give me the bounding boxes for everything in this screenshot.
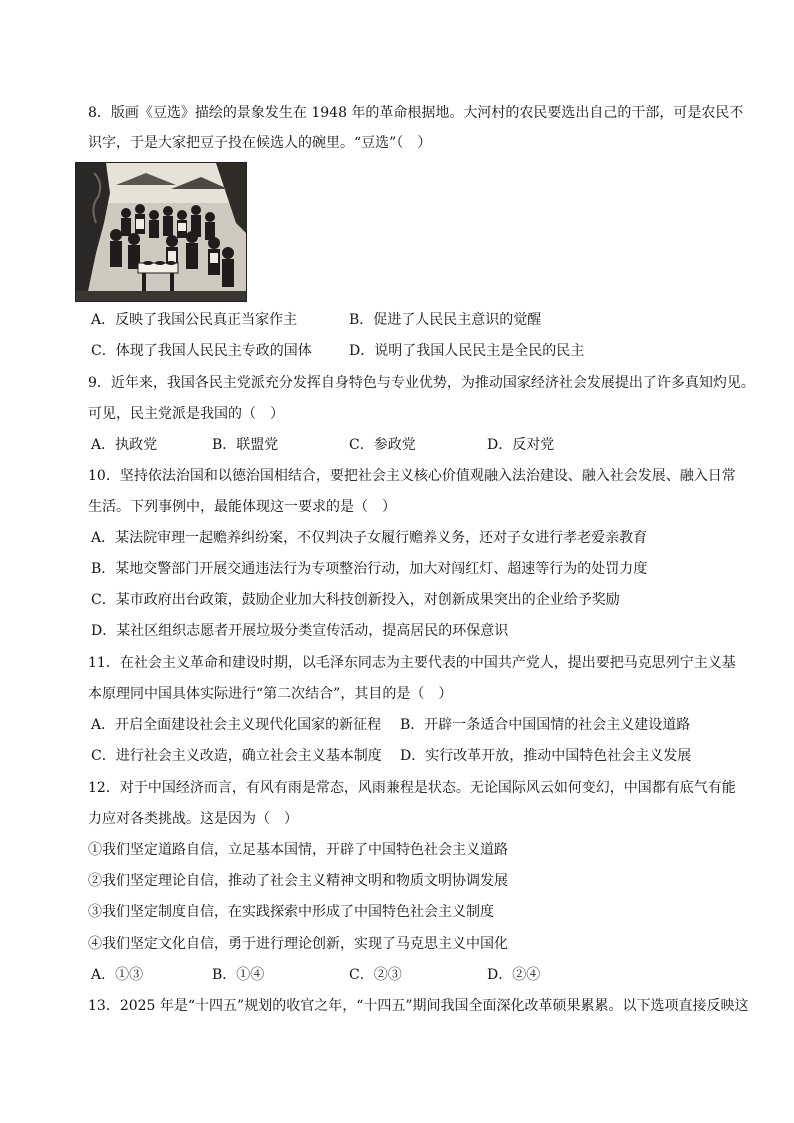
q11-option-a: A．开启全面建设社会主义现代化国家的新征程 [91,717,382,733]
q8-stem-line1: 8．版画《豆选》描绘的景象发生在 1948 年的革命根据地。大河村的农民要选出自己的干部，可是农民不 [88,105,744,121]
q11-option-d: D．实行改革开放，推动中国特色社会主义发展 [400,748,692,764]
q10-stem-line1: 10．坚持依法治国和以德治国相结合，要把社会主义核心价值观融入法治建设、融入社会发展、融入日常 [88,468,736,484]
q8-stem-line2: 识字，于是大家把豆子投在候选人的碗里。“豆选”（ ） [88,135,432,151]
q10-option-a: A．某法院审理一起赡养纠纷案，不仅判决子女履行赡养义务，还对子女进行孝老爱亲教育 [91,530,648,546]
q10-option-d: D．某社区组织志愿者开展垃圾分类宣传活动，提高居民的环保意识 [91,623,509,639]
q12-option-c: C．②③ [349,967,402,983]
q10-stem-line2: 生活。下列事例中，最能体现这一要求的是（ ） [88,499,396,515]
q12-option-b: B．①④ [212,967,265,983]
q11-stem-line2: 本原理同中国具体实际进行“第二次结合”，其目的是（ ） [88,686,453,702]
q11-option-c: C．进行社会主义改造，确立社会主义基本制度 [91,748,382,764]
q9-option-c: C．参政党 [349,437,416,453]
q12-stem-line2: 力应对各类挑战。这是因为（ ） [88,811,298,827]
q11-option-b: B．开辟一条适合中国国情的社会主义建设道路 [400,717,691,733]
q11-stem-line1: 11．在社会主义革命和建设时期，以毛泽东同志为主要代表的中国共产党人，提出要把马克思列宁主义基 [88,655,736,671]
q8-option-a: A．反映了我国公民真正当家作主 [91,312,298,328]
q8-option-c: C．体现了我国人民民主专政的国体 [91,343,312,359]
q9-stem-line1: 9．近年来，我国各民主党派充分发挥自身特色与专业优势，为推动国家经济社会发展提出了许多真知灼见。 [88,375,755,391]
q13-stem-line1: 13．2025 年是“十四五”规划的收官之年，“十四五”期间我国全面深化改革硕果累累。以下选项直接反映这 [88,998,749,1014]
q8-option-d: D．说明了我国人民民主是全民的民主 [349,343,585,359]
q12-option-a: A．①③ [91,967,144,983]
q10-option-c: C．某市政府出台政策，鼓励企业加大科技创新投入，对创新成果突出的企业给予奖励 [91,592,620,608]
q12-statement-2: ②我们坚定理论自信，推动了社会主义精神文明和物质文明协调发展 [88,873,508,889]
q8-option-b: B．促进了人民民主意识的觉醒 [349,312,542,328]
q9-option-d: D．反对党 [487,437,555,453]
q9-option-a: A．执政党 [91,437,158,453]
woodcut-print-image [75,162,247,302]
q12-statement-1: ①我们坚定道路自信，立足基本国情，开辟了中国特色社会主义道路 [88,842,508,858]
q12-statement-4: ④我们坚定文化自信，勇于进行理论创新，实现了马克思主义中国化 [88,936,508,952]
q9-option-b: B．联盟党 [212,437,279,453]
q9-stem-line2: 可见，民主党派是我国的（ ） [88,406,284,422]
q12-stem-line1: 12．对于中国经济而言，有风有雨是常态，风雨兼程是状态。无论国际风云如何变幻，中国都有底气有能 [88,780,736,796]
q12-statement-3: ③我们坚定制度自信，在实践探索中形成了中国特色社会主义制度 [88,904,494,920]
q10-option-b: B．某地交警部门开展交通违法行为专项整治行动，加大对闯红灯、超速等行为的处罚力度 [91,561,648,577]
q12-option-d: D．②④ [487,967,541,983]
